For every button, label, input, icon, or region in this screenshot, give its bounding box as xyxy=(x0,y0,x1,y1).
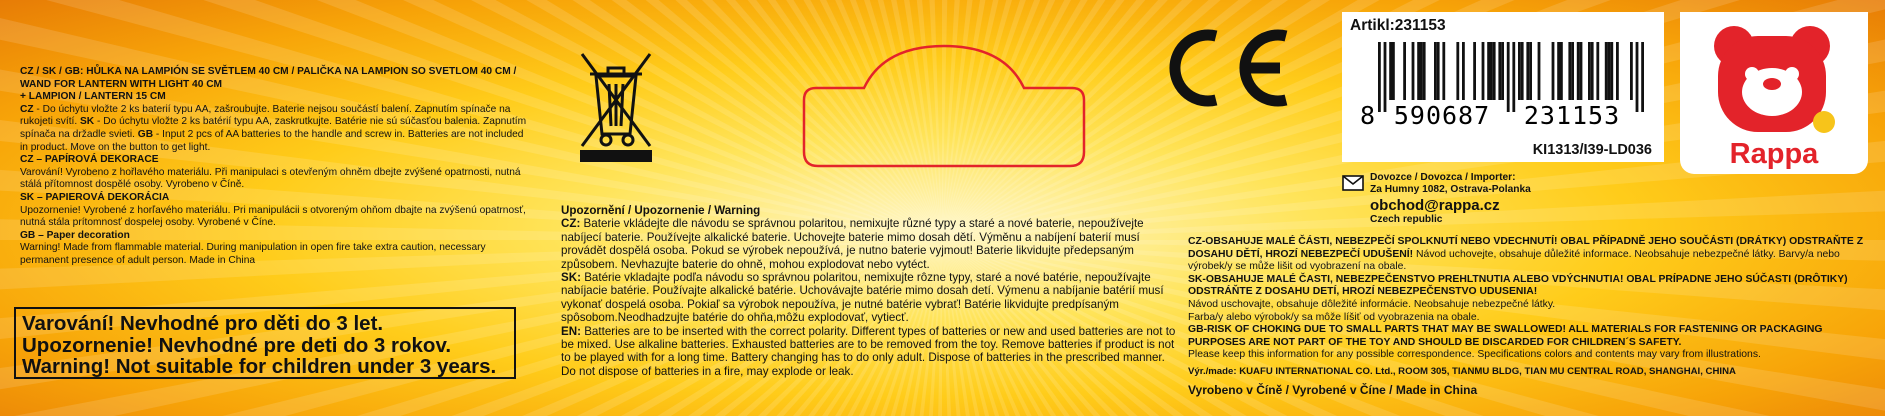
barcode-bar xyxy=(1473,42,1476,100)
barcode-bar xyxy=(1630,42,1633,100)
barcode-bar xyxy=(1610,42,1613,100)
barcode-bar xyxy=(1636,42,1639,112)
sk-instructions: - Do úchytu vložte 2 ks batérií typu AA, zaskrutkujte. Batérie nie sú súčasťou balenia. Zapnutím spínača na držadle svieti. xyxy=(20,116,527,140)
cz-instructions: - Do úchytu vložte 2 ks baterií typu AA, zašroubujte. Baterie nejsou součástí balení. Zapnutím spínače na rukojeti svítí. xyxy=(20,103,511,128)
ce-mark-label: CE xyxy=(1160,24,1162,25)
barcode-bar xyxy=(1588,42,1591,100)
sk-paper-heading: SK – PAPIEROVÁ DEKORÁCIA xyxy=(20,191,170,203)
barcode-bar xyxy=(1591,42,1594,100)
battery-sk-label: SK: xyxy=(561,271,581,285)
product-title: CZ / SK / GB: HŮLKA NA LAMPIÓN SE SVĚTLEM 40 CM / PALIČKA NA LAMPION SO SVETLOM 40 CM / WAND FOR LANTERN WITH LIGHT 40 CM xyxy=(20,66,517,90)
barcode-bar xyxy=(1423,42,1426,100)
cz-paper-warning: Varování! Vyrobeno z hořlavého materiálu. Při manipulaci s otevřeným ohněm dbejte zvýšené opatrnosti, nutná stálá přítomnost dospělé osoby. Vyrobeno v Číně. xyxy=(20,166,521,191)
small-parts-cz-bold: CZ-OBSAHUJE MALÉ ČÁSTI, NEBEZPEČÍ SPOLKNUTÍ NEBO VDECHNUTÍ! OBAL PŘÍPADNĚ JEHO SOUČÁSTI (DRÁTKY) ODSTRAŇTE Z DOSAHU DĚTÍ, HROZÍ NEBEZPEČÍ UDUŠENÍ! xyxy=(1188,236,1864,260)
battery-warning-sk xyxy=(561,271,1181,325)
article-number: Artikl:231153 xyxy=(1350,17,1446,34)
barcode-bar xyxy=(1420,42,1423,100)
barcode-bar xyxy=(1616,42,1619,100)
barcode-bar xyxy=(1442,42,1445,100)
barcode-bar xyxy=(1512,42,1515,112)
packaging-window-outline xyxy=(744,42,1144,182)
barcode-bar xyxy=(1526,42,1529,100)
barcode-bar xyxy=(1437,42,1440,100)
barcode-card xyxy=(1342,12,1664,162)
battery-warning-en xyxy=(561,325,1181,379)
barcode-bar xyxy=(1384,42,1387,112)
instructions-paragraph xyxy=(20,104,530,154)
model-code: KI1313/I39-LD036 xyxy=(1532,142,1652,158)
product-subtitle: + LAMPION / LANTERN 15 CM xyxy=(20,91,166,103)
battery-warning-cz xyxy=(561,217,1181,271)
cz-label: CZ xyxy=(20,103,34,115)
ean13-barcode xyxy=(1354,42,1654,126)
age-warning-en: Warning! Not suitable for children under 3 years. xyxy=(22,355,497,378)
weee-crossed-bin-icon xyxy=(578,50,654,164)
battery-cz-text: Baterie vkládejte dle návodu se správnou polaritou, nemixujte různé typy a staré a nové baterie, nepoužívejte nabíjecí baterie. Používejte alkalické baterie. Uchovejte baterie mimo dosah dětí. Výměnu a nabíjení baterií musí provádět dospělá osoba. Pokud se výrobek nepoužívá, je nutno baterie vyjmout! Baterie likvidujte předepsaným způsobem. Nevhazujte baterie do ohně, mohou explodovat nebo vytéct. xyxy=(561,217,1144,271)
small-parts-cz-text: Návod uchovejte, obsahuje důležité informace. Neobsahuje nebezpečné látky. Barvy/a nebo výrobek/y se může lišit od vyobrazení na obale. xyxy=(1188,248,1840,273)
barcode-bar xyxy=(1538,42,1541,100)
sk-label: SK xyxy=(80,116,95,128)
gb-paper-heading: GB – Paper decoration xyxy=(20,229,130,241)
barcode-bar xyxy=(1596,42,1599,100)
barcode-bar xyxy=(1403,42,1406,100)
barcode-bar xyxy=(1521,42,1524,100)
barcode-bar xyxy=(1501,42,1504,100)
barcode-bar xyxy=(1608,42,1611,100)
barcode-bar xyxy=(1507,42,1510,112)
barcode-bar xyxy=(1580,42,1583,100)
small-parts-sk-text2: Farba/y alebo výrobok/y sa môže líšiť od vyobrazenia na obale. xyxy=(1188,311,1480,323)
barcode-bar xyxy=(1487,42,1490,100)
barcode-bar xyxy=(1605,42,1608,100)
barcode-bar xyxy=(1434,42,1437,100)
small-parts-gb-text: Please keep this information for any possible correspondence. Specifications colors and contents may vary from illustrations. xyxy=(1188,349,1761,361)
small-parts-warning xyxy=(1188,236,1874,396)
barcode-bar xyxy=(1417,42,1420,100)
brand-card xyxy=(1680,12,1868,174)
importer-email: obchod@rappa.cz xyxy=(1370,196,1500,214)
barcode-bar xyxy=(1456,42,1459,100)
barcode-bar xyxy=(1392,42,1395,100)
barcode-bar xyxy=(1552,42,1555,100)
age-warning-cz: Varování! Nevhodné pro děti do 3 let. xyxy=(22,312,384,335)
battery-en-label: EN: xyxy=(561,324,581,338)
barcode-digits-left: 590687 xyxy=(1393,101,1491,126)
gb-instructions: - Input 2 pcs of AA batteries to the handle and screw in. Batteries are not included in product. Move on the button to get light. xyxy=(20,128,524,153)
barcode-bar xyxy=(1518,42,1521,100)
barcode-digit-first: 8 xyxy=(1360,101,1376,126)
ce-mark-icon xyxy=(1160,24,1296,112)
age-warning-sk: Upozornenie! Nevhodné pre deti do 3 rokov. xyxy=(22,333,452,357)
barcode-bar xyxy=(1498,42,1501,100)
importer-country: Czech republic xyxy=(1370,213,1443,225)
cz-paper-heading: CZ – PAPÍROVÁ DEKORACE xyxy=(20,154,159,166)
barcode-bar xyxy=(1571,42,1574,100)
battery-cz-label: CZ: xyxy=(561,217,581,231)
product-instructions xyxy=(20,66,530,268)
barcode-bar xyxy=(1412,42,1415,100)
manufacturer-info: Výr./made: KUAFU INTERNATIONAL CO. Ltd., ROOM 305, TIANMU BLDG, TIAN MU CENTRAL ROAD, SHANGHAI, CHINA xyxy=(1188,365,1736,377)
barcode-bar xyxy=(1482,42,1485,100)
barcode-bar xyxy=(1493,42,1496,100)
importer-info xyxy=(1342,172,1672,226)
age-warning-box xyxy=(14,307,516,379)
barcode-digits-right: 231153 xyxy=(1523,101,1621,126)
envelope-icon xyxy=(1342,175,1364,191)
gb-paper-warning: Warning! Made from flammable material. During manipulation in open fire take extra caution, necessary permanent presence of adult person. Made in China xyxy=(20,242,486,266)
small-parts-gb-bold: GB-RISK OF CHOKING DUE TO SMALL PARTS THAT MAY BE SWALLOWED! ALL MATERIALS FOR FASTENING OR PACKAGING PURPOSES ARE NOT PART OF THE TOY AND SHOULD BE DISCARDED FOR CHILDREN´S SAFETY. xyxy=(1188,324,1823,348)
battery-sk-text: Batérie vkladajte podľa návodu so správnou polaritou, nemixujte rôzne typy, staré a nové batérie, nepoužívajte nabíjacie batérie. Používajte alkalické batérie. Uchovávajte batérie mimo dosah detí. Výmenu a nabíjanie batérií musí vykonať dospelá osoba. Pokiaľ sa výrobok nepoužíva, je nutné batérie vybrať! Batérie likvidujte predpísaným spôsobom.Neodhadzujte batérie do ohňa,môžu explodovať, vytiecť. xyxy=(561,271,1164,325)
small-parts-sk-text: Návod uschovajte, obsahuje dôležité informácie. Neobsahuje nebezpečné látky. xyxy=(1188,298,1556,310)
barcode-bar xyxy=(1378,42,1381,112)
barcode-bar xyxy=(1560,42,1563,100)
brand-name: Rappa xyxy=(1729,138,1819,170)
barcode-bar xyxy=(1641,42,1644,112)
barcode-bar xyxy=(1577,42,1580,100)
made-in-label: Vyrobeno v Číně / Vyrobené v Číne / Made in China xyxy=(1188,382,1478,397)
battery-warning-title: Upozornění / Upozornenie / Warning xyxy=(561,204,761,217)
importer-address: Za Humny 1082, Ostrava-Polanka xyxy=(1370,184,1531,196)
barcode-bar xyxy=(1389,42,1392,100)
battery-en-text: Batteries are to be inserted with the correct polarity. Different types of batteries or new and used batteries are not to be mixed. Use alkaline batteries. Exhausted batteries are to be removed from the toy. Remove batteries if product is not to be played with for a long time. Battery changing has to do only adult. Dispose of batteries in the prescribed manner. Do not dispose of batteries in a fire, may explode or leak. xyxy=(561,324,1176,378)
barcode-bar xyxy=(1462,42,1465,100)
small-parts-cz xyxy=(1188,236,1874,274)
gb-label: GB xyxy=(137,128,154,140)
sk-paper-warning: Upozornenie! Vyrobené z horľavého materiálu. Pri manipulácii s otvoreným ohňom dbajte na zvýšenú opatrnosť, nutná stála prítomnosť dospelej osoby. Vyrobené v Číne. xyxy=(20,204,526,229)
barcode-bar xyxy=(1568,42,1571,100)
barcode-bar xyxy=(1529,42,1532,100)
battery-warning xyxy=(561,204,1181,378)
bear-logo-icon xyxy=(1708,22,1836,136)
small-parts-sk-bold: SK-OBSAHUJE MALÉ ČASTI, NEBEZPEČENSTVO PREHLTNUTIA ALEBO VDÝCHNUTIA! OBAL PRÍPADNE JEHO SÚČASTI (DRÔTIKY) ODSTRÁŇTE Z DOSAHU DETÍ, HROZÍ NEBEZPEČENSTVO UDUSENIA! xyxy=(1188,273,1848,298)
barcode-bar xyxy=(1490,42,1493,100)
barcode-bar xyxy=(1557,42,1560,100)
importer-heading: Dovozce / Dovozca / Importer: xyxy=(1370,172,1516,183)
